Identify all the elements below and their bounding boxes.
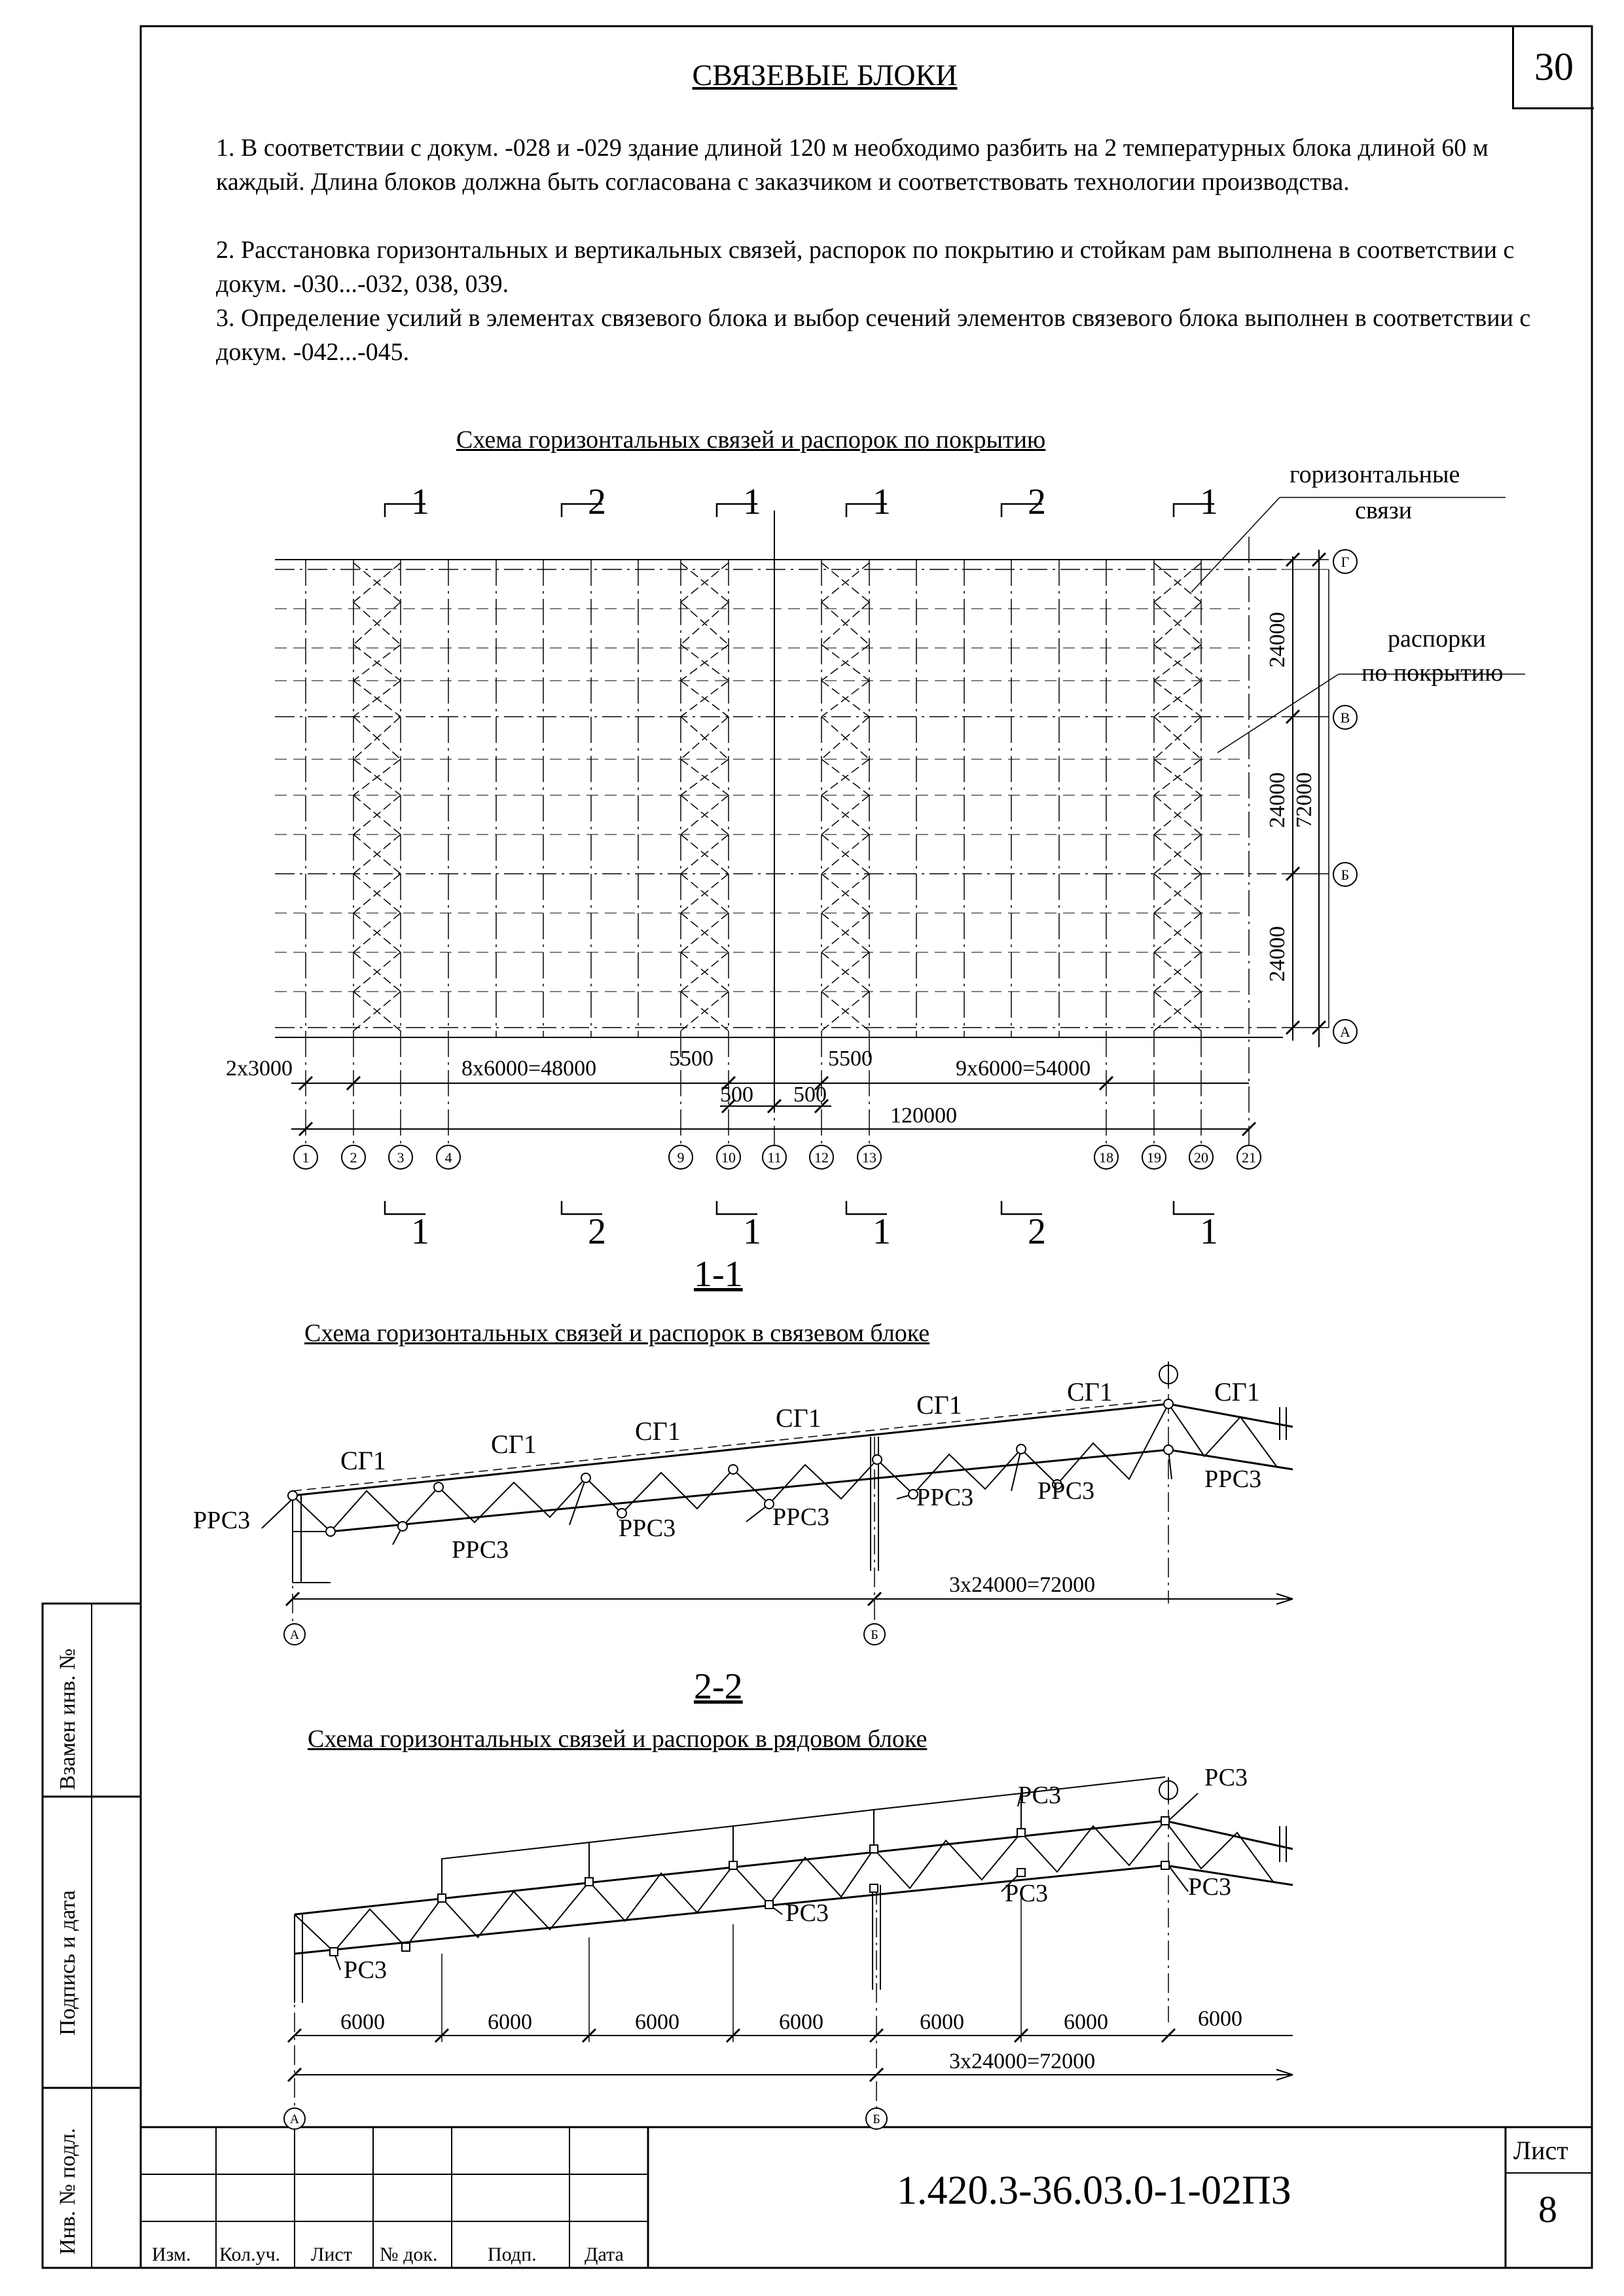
label-rs3: РС3 bbox=[1018, 1782, 1061, 1809]
label-rrs3: РРС3 bbox=[916, 1484, 974, 1511]
axis-num: 1 bbox=[302, 1149, 310, 1166]
dim-text: 9х6000=54000 bbox=[956, 1056, 1091, 1081]
sheet-label: Лист bbox=[1513, 2136, 1568, 2165]
section-mark: 1 bbox=[873, 1211, 891, 1252]
section-label-2-2: 2-2 bbox=[694, 1666, 743, 1707]
axis-num: 21 bbox=[1242, 1149, 1256, 1166]
axis-bubble-b: Б bbox=[1341, 867, 1350, 883]
dim-text: 3х24000=72000 bbox=[949, 1573, 1096, 1597]
dim-text: 2х3000 bbox=[226, 1056, 293, 1081]
section-mark: 2 bbox=[1028, 1211, 1046, 1252]
dim-text: 5500 bbox=[828, 1047, 873, 1071]
dim-text: 24000 bbox=[1265, 926, 1290, 982]
dim-text: 500 bbox=[720, 1083, 753, 1107]
side-stamp-inventory: Инв. № подл. bbox=[56, 2128, 80, 2255]
label-rs3: РС3 bbox=[1005, 1880, 1048, 1907]
page-title: СВЯЗЕВЫЕ БЛОКИ bbox=[692, 58, 958, 92]
sheet-page-number: 8 bbox=[1538, 2188, 1557, 2231]
dim-text: 6000 bbox=[920, 2010, 964, 2034]
label-rs3: РС3 bbox=[785, 1899, 829, 1927]
label-sg1: СГ1 bbox=[776, 1403, 821, 1433]
axis-num: 11 bbox=[767, 1149, 782, 1166]
dim-text: 24000 bbox=[1265, 612, 1290, 668]
stamp-col: Кол.уч. bbox=[219, 2244, 281, 2265]
stamp-col: № док. bbox=[380, 2244, 438, 2265]
label-rrs3: РРС3 bbox=[619, 1515, 676, 1542]
section-label-1-1: 1-1 bbox=[694, 1254, 743, 1295]
axis-bubble-g: Г bbox=[1341, 554, 1350, 570]
stamp-col: Подп. bbox=[488, 2244, 537, 2265]
dim-text: 3х24000=72000 bbox=[949, 2049, 1096, 2073]
label-sg1: СГ1 bbox=[916, 1390, 962, 1420]
section-mark: 1 bbox=[873, 482, 891, 522]
paragraph-1: 1. В соответствии с докум. -028 и -029 здание длиной 120 м необходимо разбить на 2 температурных блока длиной 60 м каждый. Длина блоков должна быть согласована с заказчиком и соответствовать технологии производства. bbox=[216, 134, 1489, 196]
axis-bubble-a: А bbox=[1340, 1024, 1350, 1040]
axis-num: 2 bbox=[350, 1149, 357, 1166]
axis-num: 19 bbox=[1147, 1149, 1161, 1166]
axis-num: 9 bbox=[677, 1149, 685, 1166]
label-sg1: СГ1 bbox=[491, 1429, 537, 1459]
section-mark: 2 bbox=[1028, 482, 1046, 522]
dim-text: 6000 bbox=[488, 2010, 532, 2034]
callout-struts: распорки bbox=[1388, 625, 1486, 653]
axis-bubble-b: Б bbox=[873, 2112, 880, 2126]
dim-text: 120000 bbox=[890, 1103, 957, 1128]
section-1-1-title: Схема горизонтальных связей и распорок в связевом блоке bbox=[304, 1319, 930, 1347]
plan-title: Схема горизонтальных связей и распорок по покрытию bbox=[456, 426, 1046, 454]
label-sg1: СГ1 bbox=[1214, 1377, 1260, 1407]
axis-num: 10 bbox=[721, 1149, 736, 1166]
paragraph-3: 3. Определение усилий в элементах связевого блока и выбор сечений элементов связевого блока выполнен в соответствии с докум. -042...-045. bbox=[216, 304, 1531, 366]
callout-struts: по покрытию bbox=[1362, 659, 1504, 687]
stamp-col: Изм. bbox=[152, 2244, 191, 2265]
section-mark: 1 bbox=[1200, 1211, 1218, 1252]
label-rrs3: РРС3 bbox=[452, 1536, 509, 1564]
paragraph-2: 2. Расстановка горизонтальных и вертикальных связей, распорок по покрытию и стойкам рам выполнена в соответствии с докум. -030...-032, 038, 039. bbox=[216, 236, 1515, 298]
label-rrs3: РРС3 bbox=[772, 1503, 830, 1531]
dim-text: 6000 bbox=[635, 2010, 679, 2034]
dim-text: 500 bbox=[793, 1083, 827, 1107]
label-sg1: СГ1 bbox=[1067, 1377, 1113, 1407]
dim-text: 72000 bbox=[1292, 772, 1316, 828]
side-stamp-replace: Взамен инв. № bbox=[56, 1648, 80, 1790]
axis-bubble-b: Б bbox=[871, 1628, 878, 1642]
section-mark: 1 bbox=[1200, 482, 1218, 522]
label-rs3: РС3 bbox=[344, 1956, 387, 1984]
axis-num: 20 bbox=[1194, 1149, 1208, 1166]
label-rrs3: РРС3 bbox=[193, 1507, 251, 1534]
axis-bubble-a: А bbox=[289, 1628, 300, 1642]
dim-text: 6000 bbox=[340, 2010, 385, 2034]
label-sg1: СГ1 bbox=[635, 1416, 681, 1446]
section-2-2-title: Схема горизонтальных связей и распорок в рядовом блоке bbox=[308, 1725, 928, 1753]
axis-num: 3 bbox=[397, 1149, 405, 1166]
axis-bubble-a: А bbox=[289, 2112, 300, 2126]
dim-text: 6000 bbox=[779, 2010, 823, 2034]
label-sg1: СГ1 bbox=[340, 1446, 386, 1475]
side-stamp-signature: Подпись и дата bbox=[56, 1890, 80, 2036]
label-rs3: РС3 bbox=[1204, 1764, 1248, 1791]
label-rrs3: РРС3 bbox=[1204, 1465, 1262, 1493]
section-mark: 2 bbox=[588, 482, 606, 522]
callout-braces: горизонтальные bbox=[1290, 461, 1460, 488]
dim-text: 6000 bbox=[1064, 2010, 1108, 2034]
label-rrs3: РРС3 bbox=[1038, 1477, 1095, 1505]
section-mark: 1 bbox=[411, 482, 429, 522]
dim-text: 5500 bbox=[669, 1047, 713, 1071]
stamp-col: Дата bbox=[585, 2244, 624, 2265]
sheet-number: 30 bbox=[1512, 26, 1594, 109]
axis-num: 18 bbox=[1099, 1149, 1113, 1166]
axis-bubble-v: В bbox=[1340, 709, 1350, 726]
section-mark: 2 bbox=[588, 1211, 606, 1252]
section-mark: 1 bbox=[743, 482, 761, 522]
dim-text: 24000 bbox=[1265, 772, 1290, 828]
section-mark: 1 bbox=[743, 1211, 761, 1252]
stamp-col: Лист bbox=[311, 2244, 352, 2265]
callout-braces: связи bbox=[1355, 497, 1413, 524]
label-rs3: РС3 bbox=[1188, 1873, 1231, 1901]
axis-num: 12 bbox=[814, 1149, 829, 1166]
axis-num: 13 bbox=[862, 1149, 876, 1166]
section-mark: 1 bbox=[411, 1211, 429, 1252]
dim-text: 8х6000=48000 bbox=[461, 1056, 597, 1081]
axis-num: 4 bbox=[444, 1149, 452, 1166]
document-code: 1.420.3-36.03.0-1-02ПЗ bbox=[897, 2168, 1291, 2213]
dim-text: 6000 bbox=[1198, 2007, 1242, 2031]
